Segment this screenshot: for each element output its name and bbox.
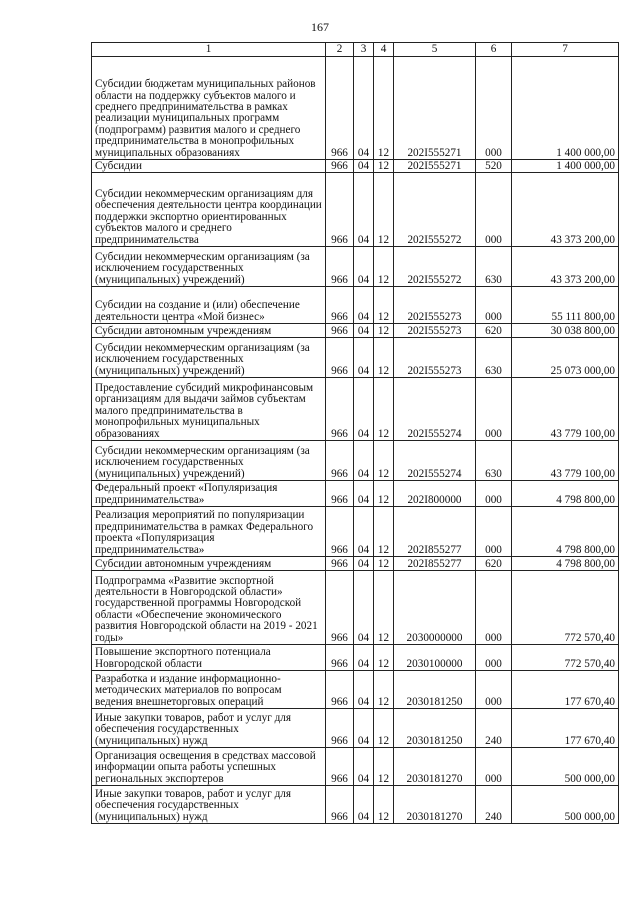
cell-code: 966: [326, 507, 354, 557]
cell-code: 966: [326, 671, 354, 709]
row-name: Субсидии автономным учреждениям: [92, 324, 326, 338]
page-number: 167: [311, 20, 329, 34]
table-row: [92, 507, 619, 557]
column-header: 3: [354, 43, 374, 57]
cell-target: 2030181250: [394, 671, 476, 709]
cell-section: 04: [354, 338, 374, 378]
cell-subsection: 12: [374, 378, 394, 441]
cell-section: 04: [354, 378, 374, 441]
cell-subsection: 12: [374, 441, 394, 481]
cell-code: 966: [326, 645, 354, 671]
cell-amount: 55 111 800,00: [512, 287, 619, 324]
cell-type: 620: [476, 324, 512, 338]
cell-code: 966: [326, 160, 354, 173]
cell-amount: 772 570,40: [512, 571, 619, 645]
cell-type: 520: [476, 160, 512, 173]
cell-type: 000: [476, 481, 512, 507]
cell-section: 04: [354, 571, 374, 645]
column-header: 5: [394, 43, 476, 57]
cell-section: 04: [354, 57, 374, 160]
row-name: Субсидии некоммерческим организациям (за исключением государственных (муниципальных) учреждений): [92, 441, 326, 481]
column-header: 7: [512, 43, 619, 57]
cell-section: 04: [354, 441, 374, 481]
table-row: [92, 324, 619, 338]
row-name: Предоставление субсидий микрофинансовым организациям для выдачи займов субъектам малого предпринимательства в монопрофильных муниципальных образованиях: [92, 378, 326, 441]
row-name: Организация освещения в средствах массовой информации опыта работы успешных региональных экспортеров: [92, 748, 326, 786]
cell-type: 630: [476, 338, 512, 378]
cell-target: 202I555272: [394, 247, 476, 287]
cell-type: 000: [476, 378, 512, 441]
cell-code: 966: [326, 247, 354, 287]
cell-subsection: 12: [374, 645, 394, 671]
table-row: [92, 748, 619, 786]
table-row: [92, 671, 619, 709]
table-row: [92, 571, 619, 645]
cell-type: 000: [476, 645, 512, 671]
cell-target: 202I555273: [394, 338, 476, 378]
cell-type: 630: [476, 247, 512, 287]
table-row: [92, 338, 619, 378]
row-name: Субсидии некоммерческим организациям (за исключением государственных (муниципальных) учреждений): [92, 247, 326, 287]
cell-amount: 43 373 200,00: [512, 173, 619, 247]
cell-type: 000: [476, 571, 512, 645]
cell-type: 630: [476, 441, 512, 481]
row-name: Реализация мероприятий по популяризации предпринимательства в рамках Федерального проекта «Популяризация предпринимательства»: [92, 507, 326, 557]
cell-target: 2030181250: [394, 709, 476, 748]
cell-type: 240: [476, 786, 512, 824]
cell-amount: 4 798 800,00: [512, 481, 619, 507]
table-row: [92, 287, 619, 324]
cell-code: 966: [326, 173, 354, 247]
table-row: [92, 247, 619, 287]
row-name: Субсидии на создание и (или) обеспечение деятельности центра «Мой бизнес»: [92, 287, 326, 324]
cell-subsection: 12: [374, 338, 394, 378]
cell-code: 966: [326, 441, 354, 481]
cell-target: 2030000000: [394, 571, 476, 645]
cell-section: 04: [354, 481, 374, 507]
cell-type: 000: [476, 173, 512, 247]
cell-section: 04: [354, 247, 374, 287]
table-row: [92, 173, 619, 247]
cell-section: 04: [354, 557, 374, 571]
cell-subsection: 12: [374, 748, 394, 786]
cell-subsection: 12: [374, 481, 394, 507]
cell-subsection: 12: [374, 709, 394, 748]
cell-section: 04: [354, 324, 374, 338]
cell-subsection: 12: [374, 786, 394, 824]
table-row: [92, 786, 619, 824]
cell-target: 202I555273: [394, 324, 476, 338]
cell-section: 04: [354, 160, 374, 173]
cell-amount: 1 400 000,00: [512, 57, 619, 160]
cell-type: 000: [476, 671, 512, 709]
cell-target: 202I555272: [394, 173, 476, 247]
cell-subsection: 12: [374, 247, 394, 287]
cell-subsection: 12: [374, 571, 394, 645]
cell-code: 966: [326, 481, 354, 507]
cell-target: 202I855277: [394, 557, 476, 571]
cell-amount: 500 000,00: [512, 786, 619, 824]
cell-target: 202I555274: [394, 441, 476, 481]
cell-code: 966: [326, 748, 354, 786]
cell-subsection: 12: [374, 57, 394, 160]
cell-section: 04: [354, 786, 374, 824]
cell-type: 000: [476, 57, 512, 160]
row-name: Субсидии автономным учреждениям: [92, 557, 326, 571]
cell-amount: 177 670,40: [512, 709, 619, 748]
column-header: 2: [326, 43, 354, 57]
cell-target: 202I800000: [394, 481, 476, 507]
row-name: Субсидии бюджетам муниципальных районов области на поддержку субъектов малого и среднего предпринимательства в рамках реализации муниципальных программ (подпрограмм) развития малого и среднего предпринимательства в монопрофильных муниципальных образованиях: [92, 57, 326, 160]
cell-subsection: 12: [374, 557, 394, 571]
cell-subsection: 12: [374, 287, 394, 324]
cell-amount: 772 570,40: [512, 645, 619, 671]
row-name: Федеральный проект «Популяризация предпринимательства»: [92, 481, 326, 507]
cell-section: 04: [354, 748, 374, 786]
cell-code: 966: [326, 338, 354, 378]
cell-amount: 25 073 000,00: [512, 338, 619, 378]
cell-target: 202I555273: [394, 287, 476, 324]
cell-amount: 43 779 100,00: [512, 441, 619, 481]
table-row: [92, 645, 619, 671]
row-name: Разработка и издание информационно-методических материалов по вопросам ведения внешнеторговых операций: [92, 671, 326, 709]
cell-code: 966: [326, 287, 354, 324]
cell-amount: 43 373 200,00: [512, 247, 619, 287]
cell-section: 04: [354, 671, 374, 709]
cell-type: 620: [476, 557, 512, 571]
cell-amount: 177 670,40: [512, 671, 619, 709]
column-header: 6: [476, 43, 512, 57]
cell-section: 04: [354, 709, 374, 748]
cell-amount: 500 000,00: [512, 748, 619, 786]
table-row: [92, 441, 619, 481]
table-row: [92, 57, 619, 160]
cell-type: 000: [476, 507, 512, 557]
row-name: Повышение экспортного потенциала Новгородской области: [92, 645, 326, 671]
table-row: [92, 557, 619, 571]
cell-target: 202I555274: [394, 378, 476, 441]
cell-subsection: 12: [374, 324, 394, 338]
cell-subsection: 12: [374, 671, 394, 709]
cell-code: 966: [326, 324, 354, 338]
cell-amount: 4 798 800,00: [512, 507, 619, 557]
cell-amount: 4 798 800,00: [512, 557, 619, 571]
cell-section: 04: [354, 287, 374, 324]
cell-amount: 30 038 800,00: [512, 324, 619, 338]
row-name: Иные закупки товаров, работ и услуг для обеспечения государственных (муниципальных) нужд: [92, 786, 326, 824]
cell-target: 202I855277: [394, 507, 476, 557]
budget-table: [91, 42, 619, 824]
cell-target: 202I555271: [394, 57, 476, 160]
row-name: Субсидии некоммерческим организациям (за исключением государственных (муниципальных) учреждений): [92, 338, 326, 378]
table-row: [92, 160, 619, 173]
row-name: Подпрограмма «Развитие экспортной деятельности в Новгородской области» государственной программы Новгородской области «Обеспечение экономического развития Новгородской области на 2019 - 2021 годы»: [92, 571, 326, 645]
table-row: [92, 378, 619, 441]
cell-code: 966: [326, 786, 354, 824]
cell-section: 04: [354, 173, 374, 247]
column-header: 1: [92, 43, 326, 57]
row-name: Субсидии некоммерческим организациям для обеспечения деятельности центра координации поддержки экспортно ориентированных субъектов малого и среднего предпринимательства: [92, 173, 326, 247]
cell-code: 966: [326, 571, 354, 645]
cell-target: 2030181270: [394, 786, 476, 824]
cell-subsection: 12: [374, 160, 394, 173]
cell-code: 966: [326, 378, 354, 441]
row-name: Иные закупки товаров, работ и услуг для обеспечения государственных (муниципальных) нужд: [92, 709, 326, 748]
cell-target: 202I555271: [394, 160, 476, 173]
cell-section: 04: [354, 507, 374, 557]
cell-code: 966: [326, 557, 354, 571]
cell-type: 000: [476, 287, 512, 324]
cell-code: 966: [326, 57, 354, 160]
cell-subsection: 12: [374, 173, 394, 247]
table-row: [92, 481, 619, 507]
cell-section: 04: [354, 645, 374, 671]
cell-amount: 43 779 100,00: [512, 378, 619, 441]
cell-code: 966: [326, 709, 354, 748]
cell-target: 2030181270: [394, 748, 476, 786]
cell-amount: 1 400 000,00: [512, 160, 619, 173]
row-name: Субсидии: [92, 160, 326, 173]
cell-subsection: 12: [374, 507, 394, 557]
column-header: 4: [374, 43, 394, 57]
header-row: [92, 43, 619, 57]
cell-type: 240: [476, 709, 512, 748]
cell-target: 2030100000: [394, 645, 476, 671]
table-row: [92, 709, 619, 748]
cell-type: 000: [476, 748, 512, 786]
